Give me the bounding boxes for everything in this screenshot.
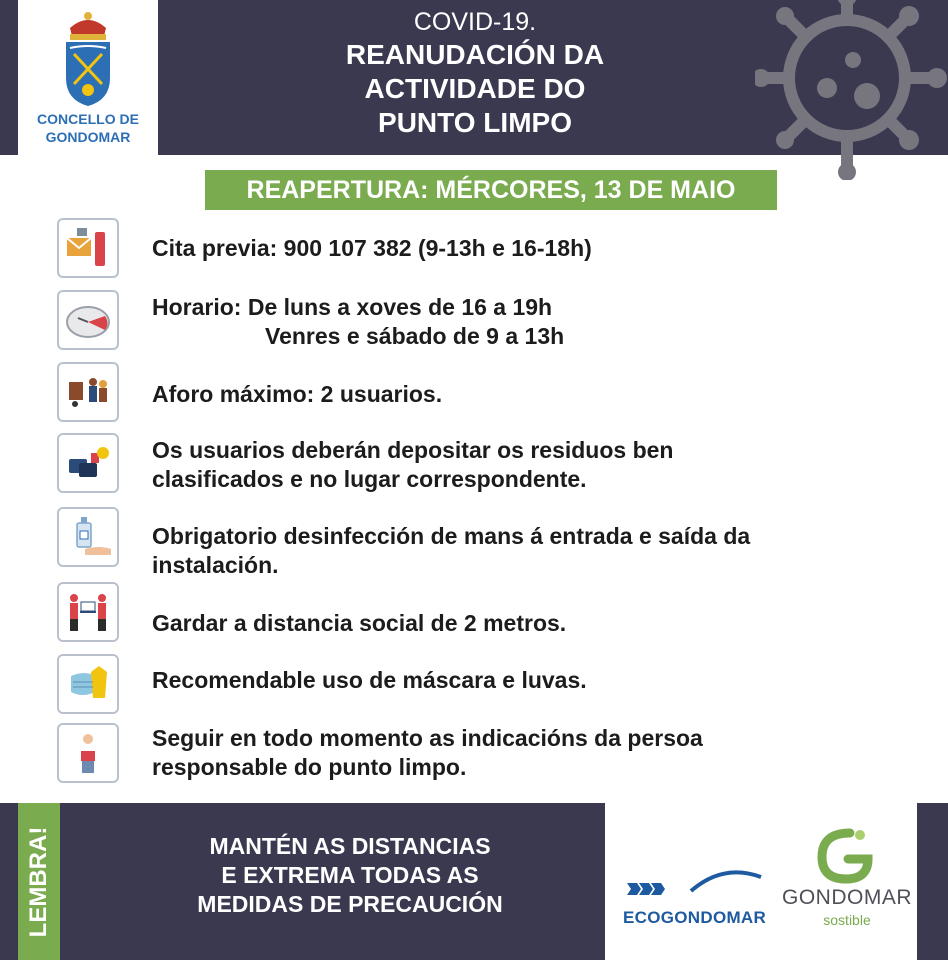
mask-gloves-icon [65,662,111,706]
item-sorting [152,436,932,494]
item-mask [152,666,932,695]
people-cart-icon [65,370,111,414]
title-line-3: ACTIVIDADE DO [364,73,586,104]
item-sanitize [152,522,932,580]
item-line: Obrigatorio desinfección de mans á entrada e saída da [152,523,751,549]
concello-logo [18,0,158,155]
gondomar-text: GONDOMAR [782,886,912,909]
gondomar-sostible-text: sostible [823,912,871,928]
item-line: clasificados e no lugar correspondente. [152,466,587,492]
footer-line-2: E EXTREMA TODAS AS [221,862,479,888]
recycling-bins-icon [65,441,111,485]
coat-of-arms-icon [60,8,116,108]
item-line: instalación. [152,552,279,578]
phone-calendar-icon [65,226,111,270]
item-icon-box [57,433,119,493]
sponsor-logos [605,803,917,960]
item-icon-box [57,362,119,422]
item-line: Venres e sábado de 9 a 13h [265,323,565,349]
item-line: Horario: De luns a xoves de 16 a 19h [152,294,553,320]
item-icon-box [57,218,119,278]
clock-icon [65,298,111,342]
remember-label [18,803,60,960]
item-capacity [152,380,932,409]
virus-icon [755,0,948,180]
logo-line-2: GONDOMAR [45,129,131,145]
item-line: Recomendable uso de máscara e luvas. [152,667,587,693]
item-icon-box [57,723,119,783]
title-line-4: PUNTO LIMPO [378,107,572,138]
remember-text: LEMBRA! [25,826,52,937]
item-schedule [152,293,932,351]
item-instructions [152,724,932,782]
item-icon-box [57,507,119,567]
reopening-banner: REAPERTURA: MÉRCORES, 13 DE MAIO [205,170,777,210]
gondomar-sostible-swirl-icon [810,825,880,885]
item-line: Seguir en todo momento as indicacións da persoa [152,725,703,751]
item-line: Aforo máximo: 2 usuarios. [152,381,443,407]
item-line: Gardar a distancia social de 2 metros. [152,610,567,636]
social-distance-icon [65,590,111,634]
item-appointment [152,234,932,263]
title-line-2: REANUDACIÓN DA [345,39,605,70]
footer-message [140,832,560,919]
staff-person-icon [65,731,111,775]
item-icon-box [57,290,119,350]
item-line: responsable do punto limpo. [152,754,467,780]
title-line-1: COVID-19. [413,8,537,36]
footer-line-1: MANTÉN AS DISTANCIAS [209,833,491,859]
footer-line-3: MEDIDAS DE PRECAUCIÓN [197,891,503,917]
item-line: Os usuarios deberán depositar os residuos ben [152,437,674,463]
logo-line-1: CONCELLO DE [37,111,139,127]
item-line: Cita previa: 900 107 382 (9-13h e 16-18h) [152,235,592,261]
ecogondomar-text: ECOGONDOMAR [623,908,767,927]
item-icon-box [57,582,119,642]
page-title [250,6,700,140]
item-distance [152,609,932,638]
header [0,0,948,155]
hand-sanitizer-icon [65,515,111,559]
item-icon-box [57,654,119,714]
